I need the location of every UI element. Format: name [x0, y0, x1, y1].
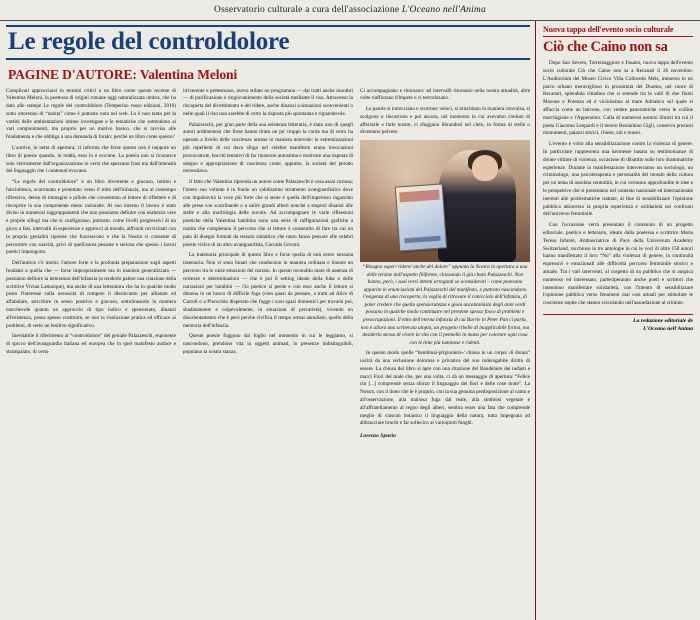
photo-caption: “Bisogna saper/ ridere/ anche del dolore” appunta la Nostra in apertura a una delle terzine dall'aspetto filiforme, chiosando il già citato Palazzeschi. Non hanno, però, i suoi versi intenti arroganti se sconsiderati – come potevano apparire le enunciazioni del Palazzeschi del manifesto, e puttosto nascondono l'esigenza di una riscoperta, la voglia di ritrovare il canicciolo dell'infanzia, di poter credere che quella spensieratezza e gioia ancantamista degli anni verdi possano in qualche modo continuare nel presente spesso fosco di problemi e preoccupazioni. Il mito dell'eterna infanzia di cui Barrie in Peter Pan ci parla, non è allora una scriterata utopia, un progetto ribelle di inapplicabile forma, ma desiderio stesso di vivere la vita con il pennello in mano per colorare ogni cosa con le tinte più luminose e ridenti.	[360, 264, 530, 347]
paragraph: Inevitabile il riferimento al “controldolore” del geniale Palazzeschi, esponente di spicco dell'avanguardia italiana ed europea che in quel manifesto audace e strampalato, di certo	[6, 333, 176, 356]
sidebar-signature-line1: La redazione editoriale de	[543, 318, 693, 326]
masthead	[0, 0, 700, 21]
headline-band	[6, 25, 530, 60]
page-body	[0, 21, 700, 620]
paragraph: Dell'autrice c'è molto: l'amore forte e la profonda preparazione sugli aspetti fondanti a quella che — forse impropriamente ma in maniera generalizzata — possiamo definire la letteratura dell'infanzia (a renderlo palese una citazione della scrittrice Vivian Lamarque), ma anche di una letteratura che ha in qualche modo posto l'interesse sulla necessità di rompere il dissincanto per allietare ed affabulare, arricchire in senso positivo e giocoso, sottolineando in maniera marchevole quanto un approccio di tipo ludico e spensierato, dinanzi all'esistenza, possa spesso costituire, se non la risoluzione pratica ed efficace ai problemi, di certo un lenitivo significativo.	[6, 260, 176, 330]
paragraph: Con l'occasione verrà presentato il contenuto di un progetto editoriale, poetico e letterario, ideato dalla poetessa e scrittrice Maria Teresa Infante, Ambasciatrice di Pace della Universum Academy Switzerland, racchiuso in tre antologie in cui le voci di oltre 150 autori hanno manifestato il loro “No” alla violenza di genere, in continuità espressivi e emozionali alle difficoltà percorso femminile storico e attuale. Tra i vari interventi, al cospetto di un pubblico che si auspica numeroso ed interessato, parteciperanno anche poeti e scrittori che intendono manifestare solidarietà, con l'intento di sensibilizzare l'opinione pubblica verso fenomeni mai cosi attuali per stimolare le coscienze sopite che stanno svicolando nell'assuefazione al crimine.	[543, 222, 693, 308]
paragraph: Ci accompagnano e ritornano: ad intervalli ritornano nella nostra attualità, altre volte riaffiorano d'impeto e ci terrorizzano.	[360, 88, 530, 104]
masthead-association-name: L'Oceano nell'Anima	[402, 5, 486, 15]
paragraph: Palazzeschi, per gran parte della sua esistenza letteraria, è stato uno di quegli autori ardimentosi che forse hanno tirato un po' troppo la corda ma di certo ha operato a livello delle coscienze umane in maniera notevole: le estremizzazioni più repellenti di cui dava sfogo nel celebre manifesto erano invocazioni provocatorie, bocchi tentativi di far rinascere autostima e motivare una risposta di sdegno e appropriazione di coscienza come, appunto, la società del perodo necessitava.	[183, 122, 353, 177]
paragraph: Il fatto che Valentina riprenda un autore come Palazzeschi è cosa assai curiosa; l'intero suo volume è in fondo un validissimo strumento avanguardistico dove con impulsività la voce più forte che si sente è quella dell'imperioso ragazzino alle prese con scorribande o a salire grandi alberi nonché a stupirsi dinanzi alle stelle e alla morfologia delle nuvole. Ad accompagnare le varie riflessioni poetiche della Valentina bambina sono una serie di raffigurazioni grafiche a matita che completano il percorso che al lettore è consentito di fare tra cui un paio di disegni formati da tessuto sintattico che tanto fanno pensare alle celebri poesie visive di un altro avanguardista, Corrado Govoni.	[183, 179, 353, 249]
article-columns	[6, 88, 530, 620]
article-kicker: PAGINE D'AUTORE: Valentina Meloni	[8, 67, 530, 83]
paragraph: irriverente e pretestuoso, aveva stilato un programma — dai tratti anche macabri — di purificazione e ringiovanimento della società mediante il riso. Attraverso la riscoperta del divertimento e del ridere, anche dinanzi a situazioni sconvenienti o nelle quali il riso non sarebbe di certo la risposta più spontanea e riguardevole.	[183, 88, 353, 119]
sidebar-signature-line2: L'Oceano nell'Anima	[543, 326, 693, 334]
paragraph: In questo modo quelle “bambinai-prigioniera-/ chiusa in un corpo/ di donna” uscirà da una reclusione dolorosa e privativa del suo inderogabile diritto di essere. La chiusa del libro si apre con una citazione del Baudelaire dei nefasti e marci Fiori del male che, per una volta, ci dà un messaggio di apertura: “Felice chi [...] comprende senza sforzo il linguaggio dei fiori e delle cose mute”. La Nostra, con il dono che le è proprio, con la sua genuina predisposizione al canto e all'osservazione, alla maliosa fuga dal reale, alla simbiosi vegetale e all'affratellamento al regno degli alberi, sembra esser una fata che comprende meglio di ciascun botanico il linguaggio della natura, tutta impegnata ad abbracciare bruchi e far sollecico ai varioipinti funghi.	[360, 350, 530, 428]
sidebar-title: Ciò che Caino non sa	[543, 40, 693, 55]
paragraph: L'evento è volto alla sensibilizzazione contro la violenza di genere. In particolare rappresenta una kermesse basata su testimonianze di donne vittime di violenza, occasione di dibattito sulle loro drammatiche esperienze. Durante la manifestazione interverranno un sociologo, un criminologo, una psicoterapeuta e personalità del mondo della cultura per un tema di assoluta centralità, in cui verranno approfondite le idee e le prospettive che si presentano nel contesto nazionale ed internazionale inerenti alle problematiche trattate, al fine di sensibilizzare l'opinione pubblica attraverso la propria esperienza e solidarietà nei confronti dell'universo femminile.	[543, 141, 693, 219]
page-title: Le regole del controldolore	[6, 29, 530, 55]
photo-book-band-top	[399, 189, 440, 202]
article-column-3	[360, 88, 530, 620]
paragraph: Complicati approcciarsi in termini critici a un libro come questo recente di Valentina Meloni, la poetessa di origini romane oggì naturalizzata umbra, che ha dato alle stampe Le regole del controldolore (Temperino rosso edizioni, 2016) sotto ottorenno di “nanita” come è puttosto nota nel web. Lo è non tanto per la vastità delle ambientazioni intime investigate e le tematiche che sottendono ai vari componimenti, ma proprio per un motivo basico, che si ravvisa alle fondamenta e che obbliga a una domanda di fondo: perché un libro come questo?	[6, 88, 176, 143]
paragraph: Le parole si intrecciano e scorrono veloci, si mischiano in maniera convulsa, si scolgono e rincorrono e poi ancora, nel momento in cui avevamo creduto di afferrarle e farle nostre, ci sfuggono librandosi nel cielo, in forma di stelle o diventano polvere.	[360, 106, 530, 137]
sidebar-article	[535, 21, 700, 620]
paragraph: La tratenuria principale di questo libro e forse quella di non avere nessuna tratenuria. Non vi sono binari che conducono in maniera ordinata e lineare un percorso tra le varie emozioni del narrato. In questo recondito mare di assenza di certezze e determinazioni — che è poi il setting ideale della fuba o delle narrazioni per bambini — l'io poetico si perde e con esso anche il lettore si dimena in un bosco di difficile fuga (vien quasi da pensare, a tratti ad Alice di Carroll o a Pinocchio disperato che fugge i suoi spazi domestici per trovarsi poi, sbadatamente e colpevolmente, in situazioni di precarietà), vivendo un disorientamento che è però perche vivifica il tempo ormai annullato, quello della memoria dell'infanzia.	[183, 252, 353, 330]
sidebar-body	[543, 60, 693, 308]
main-article	[0, 21, 535, 620]
masthead-text	[214, 5, 486, 15]
sidebar-signature	[543, 314, 693, 334]
photo-author-with-book	[360, 140, 530, 262]
article-column-2	[183, 88, 353, 620]
paragraph: “Le regole del controldolore” è un libro divertente e giocoso, intimo e fanciullesco, scarronato e protettato verso il mito dell'infanzia, ma al contempo riflessivo, denso di immagini e pillole che consentono al lettore di riflettere e di riscoprire la sua componente meno razionale. Al suo interno il lavoro è stato diviso in numerosi raggruppamenti che non possiamo definire con esattezza vere e proprie sillogi ma che si configurano, puttosto, come livelli progressivi di un gioco a fasi, intervalli di esperienze e approcci al mondo, alffronti ravvicinati con la propria genialità ripresse che fuoriescono e che la Nostra ci consente di percorrere con soavità, privi di quell'aurea pesante e seriosa che spesso i lavori poetici impongono.	[6, 179, 176, 257]
sidebar-topline: Nuova tappa dell'evento socio culturale	[543, 25, 693, 37]
paragraph: L'autrice, in netta di apertura, ci informa che forse questo non è neppure un libro di poesie quando, in realtà, esso lo è eccome. La poesia non si riconosce solo visivamente dall'organizzazione in versi che spezzano frasi ma dall'intensità del linguaggio che i contenuti evocano.	[6, 145, 176, 176]
paragraph: Queste poesie fuggono dal foglio nel momento in cui le leggiamo, si nascondono, prendono vita in oggetti animati, in presenze indistinguibili, popolano la nostra stanza.	[183, 333, 353, 356]
paragraph: Dopo San Severo, Torremaggiore e Fasano, nuova tappa dell'evento socio culturale Ciò che Caino non sa a Recanati il 26 novembre. L'Auditorium del Museo Civico Villa Colloredo Mels, immerso in un parco urbano meraviglioso in prossimità del Duomo, nel cuore di Recanati, splendida cittadina che si estende tra le valli di due fiumi Musone e Potenza ed è vicinissima al mare Adriatico sul quale si affaccia come un balcone, con vedute panoramiche verso le colline marchigiane e l'Appennino. Culla di numerosi uomini illustri tra cui il poeta Giacomo Leopardi e il tenore Beniamino Gigli, conserva preziosi monumenti, palazzi storici, chiese, siti e musei.	[543, 60, 693, 138]
photo-book-cover	[395, 183, 447, 252]
masthead-prefix: Osservatorio culturale a cura dell'associazione	[214, 5, 402, 15]
photo-person-face	[472, 155, 498, 181]
photo-book-band-bottom	[404, 235, 441, 243]
article-column-1	[6, 88, 176, 620]
article-photo	[360, 140, 530, 262]
article-signature: Lorenzo Spurio	[360, 432, 530, 440]
